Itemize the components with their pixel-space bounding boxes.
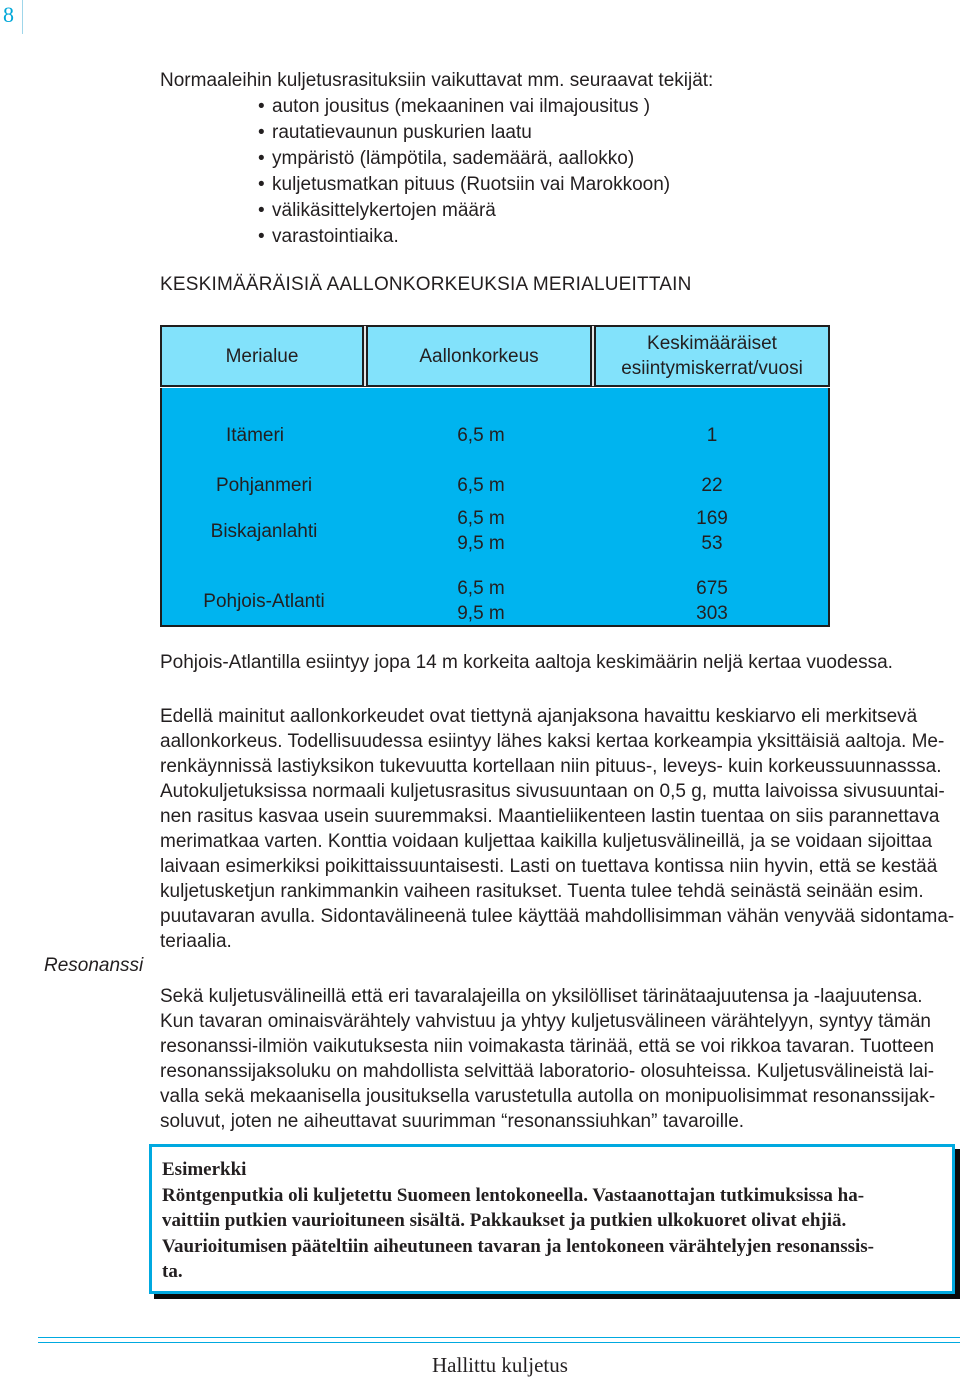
example-line: ta. — [162, 1261, 183, 1282]
paragraph-line: Sekä kuljetusvälineillä että eri tavaralajeilla on yksilölliset tärinätaajuutensa ja -laajuutensa. — [160, 986, 923, 1007]
example-line: Vaurioitumisen pääteltiin aiheutuneen tavaran ja lentokoneen värähtelyjen resonanssis- — [162, 1235, 875, 1257]
area-cell: Pohjois-Atlanti — [203, 591, 325, 612]
factor-list — [160, 94, 920, 250]
example-box — [149, 1144, 955, 1294]
paragraph-line: valla sekä mekaanisella jousituksella varustetulla autolla on monipuolisimmat resonanssijak- — [160, 1086, 936, 1107]
table-note: Pohjois-Atlantilla esiintyy jopa 14 m korkeita aaltoja keskimäärin neljä kertaa vuodessa. — [160, 652, 893, 673]
header-cell-area — [160, 325, 364, 387]
paragraph-resonance — [160, 984, 960, 1134]
paragraph-line: merimatkaa varten. Konttia voidaan kuljettaa kaikilla kuljetusvälineillä, ja se voidaan sijoittaa — [160, 831, 933, 852]
header-label: Aallonkorkeus — [419, 345, 539, 367]
count-cell — [596, 506, 828, 556]
count-value: 675 — [696, 578, 728, 599]
paragraph-line: soluvut, joten ne aiheuttavat suurimman “resonanssiuhkan” tavaroille. — [160, 1111, 745, 1132]
table-header — [160, 325, 830, 387]
paragraph-line: nen rasitus kasvaa usein suuremmaksi. Maantieliikenteen lastin tuentaa on siis parannettava — [160, 806, 940, 827]
footer-title: Hallittu kuljetus — [432, 1353, 568, 1377]
paragraph-line: Kun tavaran ominaisvärähtely vahvistuu ja yhtyy kuljetusvälineen värähtelyyn, syntyy tämän — [160, 1011, 931, 1032]
count-cell: 22 — [701, 475, 723, 496]
intro-section — [160, 68, 920, 250]
margin-heading-resonance: Resonanssi — [44, 955, 144, 976]
area-cell: Pohjanmeri — [215, 475, 313, 496]
height-value: 6,5 m — [457, 578, 505, 599]
height-cell: 6,5 m — [457, 475, 505, 496]
list-item: • auton jousitus (mekaaninen vai ilmajousitus ) — [272, 94, 920, 120]
paragraph-line: laivaan esimerkiksi poikittaissuuntaisesti. Lasti on tuettava kontissa niin hyvin, että se kestää — [160, 856, 938, 877]
table-body — [160, 388, 830, 627]
paragraph-line: renkäynnissä lastiyksikon tukevuutta kortellaan niin pituus-, leveys- kuin korkeussuunnasssa. — [160, 756, 942, 777]
example-line: Röntgenputkia oli kuljetettu Suomeen lentokoneella. Vastaanottajan tutkimuksissa ha- — [162, 1184, 865, 1206]
page-number: 8 — [3, 2, 14, 27]
table-row — [162, 506, 828, 558]
example-heading: Esimerkki — [162, 1159, 247, 1180]
header-cell-height — [366, 325, 592, 387]
paragraph-line: kuljetusketjun rankimmankin vaiheen rasitukset. Tuenta tulee tehdä seinästä seinään esim. — [160, 881, 924, 902]
paragraph-line: Autokuljetuksissa normaali kuljetusrasitus sivusuuntaan on 0,5 g, mutta laivoissa sivusuuntai- — [160, 781, 945, 802]
table-title: KESKIMÄÄRÄISIÄ AALLONKORKEUKSIA MERIALUEITTAIN — [160, 274, 692, 295]
list-item: • ympäristö (lämpötila, sademäärä, aallokko) — [272, 146, 920, 172]
wave-height-table — [160, 325, 830, 627]
height-cell — [368, 576, 594, 626]
height-cell — [368, 506, 594, 556]
area-cell: Biskajanlahti — [210, 521, 318, 542]
paragraph-line: puutavaran avulla. Sidontavälineenä tulee käyttää mahdollisimman vähän venyvää sidontama- — [160, 906, 955, 927]
paragraph-line: resonanssi-ilmiön vaikutuksesta niin voimakasta tärinää, että se voi rikkoa tavaran. Tuotteen — [160, 1036, 935, 1057]
count-cell — [596, 576, 828, 626]
count-value: 169 — [696, 508, 728, 529]
list-item: • varastointiaika. — [272, 224, 920, 250]
paragraph-wave-heights — [160, 704, 960, 954]
page-number-tab — [0, 0, 23, 34]
header-label: Keskimääräiset — [647, 333, 777, 354]
paragraph-line: Edellä mainitut aallonkorkeudet ovat tiettynä ajanjaksona havaittu keskiarvo eli merkitsevä — [160, 706, 918, 727]
table-row — [162, 576, 828, 628]
paragraph-line: resonanssijaksoluku on mahdollista selvittää laboratorio- olosuhteissa. Kuljetusvälineistä lai- — [160, 1061, 935, 1082]
intro-lead: Normaaleihin kuljetusrasituksiin vaikuttavat mm. seuraavat tekijät: — [160, 70, 714, 91]
footer-divider — [38, 1337, 960, 1343]
area-cell: Itämeri — [225, 425, 285, 446]
example-line: vaittiin putkien vaurioituneen sisältä. Pakkaukset ja putkien ulkokuoret olivat ehjiä. — [162, 1210, 847, 1231]
list-item: • kuljetusmatkan pituus (Ruotsiin vai Marokkoon) — [272, 172, 920, 198]
header-cell-occurrences — [594, 325, 830, 387]
header-label-stack — [621, 331, 803, 381]
header-label: Merialue — [225, 345, 299, 367]
paragraph-line: aallonkorkeus. Todellisuudessa esiintyy lähes kaksi kertaa korkeampia yksittäisiä aaltoja. Me- — [160, 731, 945, 752]
header-label: esiintymiskerrat/vuosi — [621, 358, 803, 379]
count-value: 303 — [696, 603, 728, 624]
height-value: 9,5 m — [457, 603, 505, 624]
list-item: • rautatievaunun puskurien laatu — [272, 120, 920, 146]
height-cell: 6,5 m — [457, 425, 505, 446]
list-item: • välikäsittelykertojen määrä — [272, 198, 920, 224]
paragraph-line: teriaalia. — [160, 931, 232, 952]
count-cell: 1 — [706, 425, 718, 446]
height-value: 6,5 m — [457, 508, 505, 529]
height-value: 9,5 m — [457, 533, 505, 554]
example-content — [162, 1157, 874, 1285]
count-value: 53 — [701, 533, 723, 554]
